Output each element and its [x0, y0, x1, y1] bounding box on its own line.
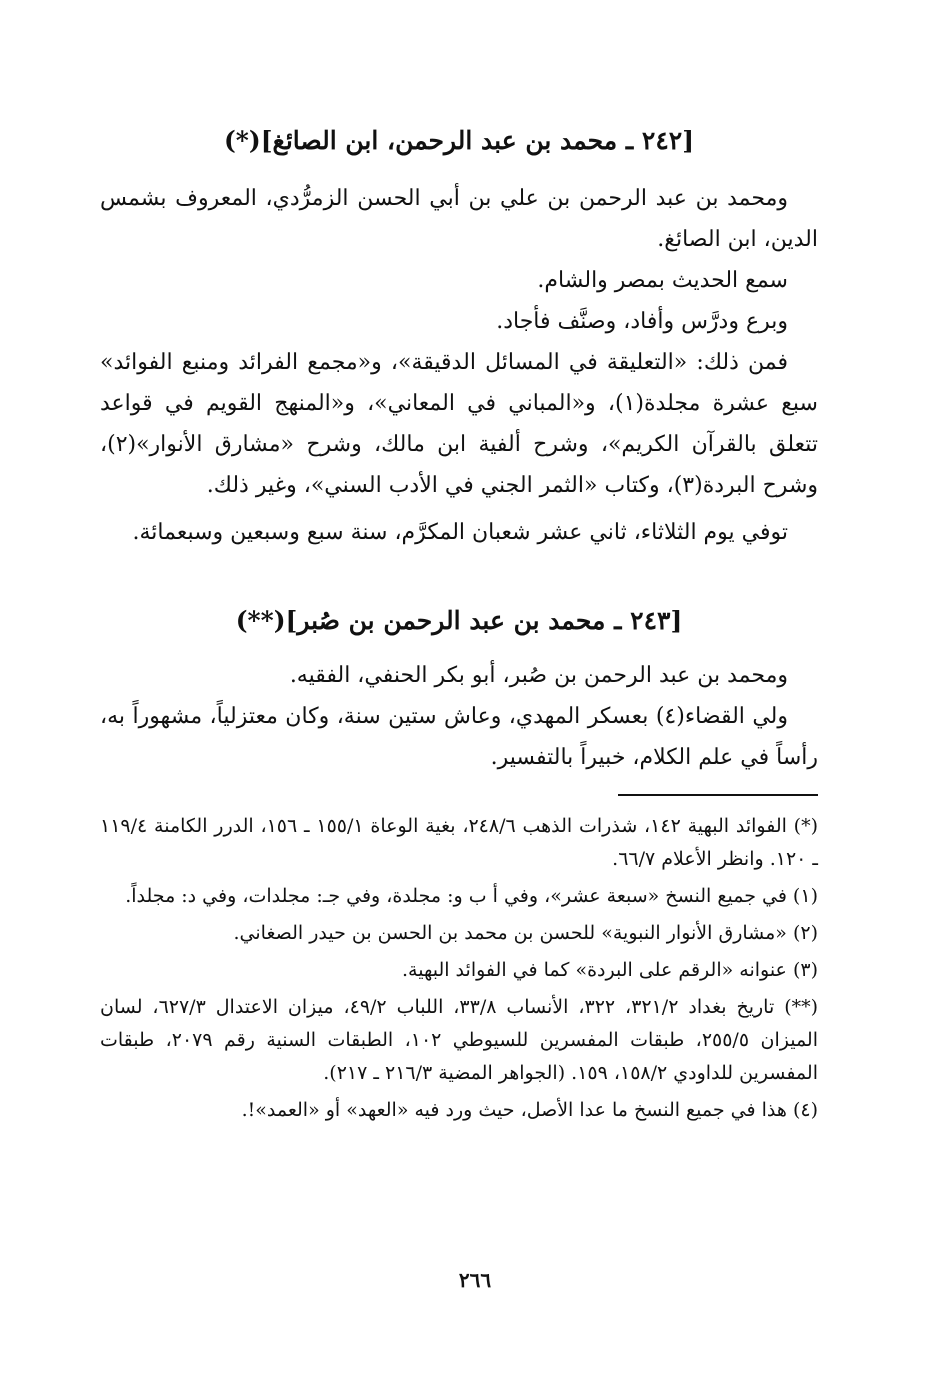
footnote-separator [618, 794, 818, 796]
footnote-star: (*) الفوائد البهية ١٤٢، شذرات الذهب ٢٤٨/٦، بغية الوعاة ١٥٥/١ ـ ١٥٦، الدرر الكامنة ١١٩/٤ ـ ١٢٠. وانظر الأعلام ٦٦/٧. [100, 815, 819, 870]
entry-242-paragraph-5: توفي يوم الثلاثاء، ثاني عشر شعبان المكرَّم، سنة سبع وسبعين وسبعمائة. [132, 520, 788, 545]
footnote-double-star: (**) تاريخ بغداد ٣٢١/٢، ٣٢٢، الأنساب ٣٣/٨، اللباب ٤٩/٢، ميزان الاعتدال ٦٢٧/٣، لسان الميزان ٢٥٥/٥، طبقات المفسرين للسيوطي ١٠٢، الطبقات السنية رقم ٢٠٧٩، طبقات المفسرين للداودي ١٥٨/٢، ١٥٩. (الجواهر المضية ٢١٦/٣ ـ ٢١٧). [100, 996, 819, 1084]
entry-242-paragraph-2: سمع الحديث بمصر والشام. [537, 268, 788, 293]
entry-243-body [100, 655, 818, 778]
entry-243-title: [٢٤٣ ـ محمد بن عبد الرحمن بن صُبر](**) [235, 606, 683, 635]
footnote-2: (٢) «مشارق الأنوار النبوية» للحسن بن محمد بن الحسن بن حيدر الصغاني. [233, 922, 818, 944]
entry-242-title: [٢٤٢ ـ محمد بن عبد الرحمن، ابن الصائغ](*) [223, 126, 695, 155]
entry-243-paragraph-1: ومحمد بن عبد الرحمن بن صُبر، أبو بكر الحنفي، الفقيه. [289, 663, 788, 688]
footnotes [100, 810, 818, 1131]
entry-242-paragraph-1: ومحمد بن عبد الرحمن بن علي بن أبي الحسن الزمرُّدي، المعروف بشمس الدين، ابن الصائغ. [100, 186, 818, 252]
entry-242-body [100, 178, 818, 553]
entry-242-paragraph-4: فمن ذلك: «التعليقة في المسائل الدقيقة»، و«مجمع الفرائد ومنبع الفوائد» سبع عشرة مجلدة(١)، و«المباني في المعاني»، و«المنهج القويم في قواعد تتعلق بالقرآن الكريم»، وشرح ألفية ابن مالك، وشرح «مشارق الأنوار»(٢)، وشرح البردة(٣)، وكتاب «الثمر الجني في الأدب السني»، وغير ذلك. [100, 350, 818, 498]
footnote-1: (١) في جميع النسخ «سبعة عشر»، وفي أ ب و: مجلدة، وفي جـ: مجلدات، وفي د: مجلداً. [125, 885, 818, 907]
page-number: ٢٦٦ [458, 1268, 492, 1292]
entry-243-paragraph-2: ولي القضاء(٤) بعسكر المهدي، وعاش ستين سنة، وكان معتزلياً، مشهوراً به، رأساً في علم الكلام، خبيراً بالتفسير. [100, 704, 818, 770]
footnote-4: (٤) هذا في جميع النسخ ما عدا الأصل، حيث ورد فيه «العهد» أو «العمد»!. [241, 1099, 818, 1121]
entry-242-paragraph-3: وبرع ودرَّس وأفاد، وصنَّف فأجاد. [496, 309, 788, 334]
footnote-3: (٣) عنوانه «الرقم على البردة» كما في الفوائد البهية. [402, 959, 818, 981]
